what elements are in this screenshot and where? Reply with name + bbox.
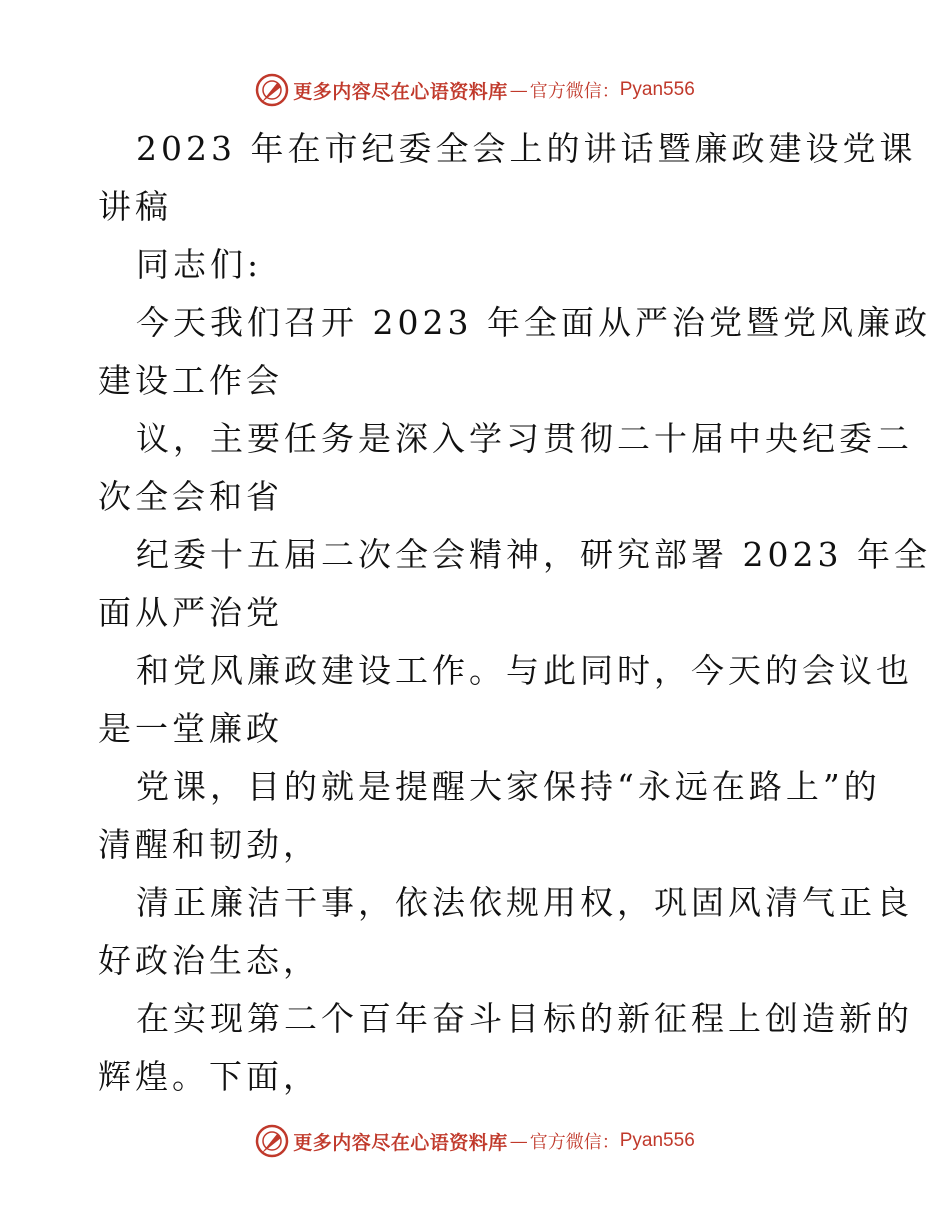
document-title [98,120,917,236]
footer-dash: — [509,1130,528,1152]
paragraph-line: 纪委十五届二次全会精神，研究部署 2023 年全 [136,535,931,574]
paragraph [98,758,881,874]
paragraph-line: 是一堂廉政 [98,709,283,748]
paragraph-line: 党课，目的就是提醒大家保持“永远在路上”的 [136,767,881,806]
greeting-text: 同志们: [136,245,263,284]
paragraph [98,410,913,526]
footer-banner [0,1121,950,1161]
paragraph [98,294,931,410]
paragraph [98,874,913,990]
paragraph-line: 面从严治党 [98,593,283,632]
paragraph-line: 清醒和韧劲， [98,825,320,864]
footer-wechat-id: Pyan556 [619,1130,695,1151]
paragraph-line: 议，主要任务是深入学习贯彻二十届中央纪委二 [136,419,913,458]
paragraph [98,990,913,1106]
document-body [98,120,931,1106]
quill-logo-icon [255,1124,289,1158]
paragraph-line: 好政治生态， [98,941,320,980]
paragraph-line: 和党风廉政建设工作。与此同时，今天的会议也 [136,651,913,690]
paragraph-line: 次全会和省 [98,477,283,516]
paragraph [98,642,913,758]
paragraph [98,526,931,642]
title-line: 讲稿 [98,187,172,226]
footer-wechat-label: 官方微信： [529,1132,620,1153]
paragraph-line: 清正廉洁干事，依法依规用权，巩固风清气正良 [136,883,913,922]
header-banner [0,70,950,110]
title-line: 2023 年在市纪委全会上的讲话暨廉政建设党课 [136,129,917,168]
header-brand-text: 更多内容尽在心语资料库 [293,80,508,103]
footer-brand-text: 更多内容尽在心语资料库 [293,1131,508,1154]
paragraph-line: 建设工作会 [98,361,283,400]
quill-logo-icon [255,73,289,107]
paragraph-line: 今天我们召开 2023 年全面从严治党暨党风廉政 [136,303,931,342]
header-dash: — [509,79,528,101]
paragraph-line: 在实现第二个百年奋斗目标的新征程上创造新的 [136,999,913,1038]
paragraph-line: 辉煌。下面， [98,1057,320,1096]
greeting [98,236,858,294]
header-wechat-label: 官方微信： [529,81,620,102]
header-wechat-id: Pyan556 [619,79,695,100]
